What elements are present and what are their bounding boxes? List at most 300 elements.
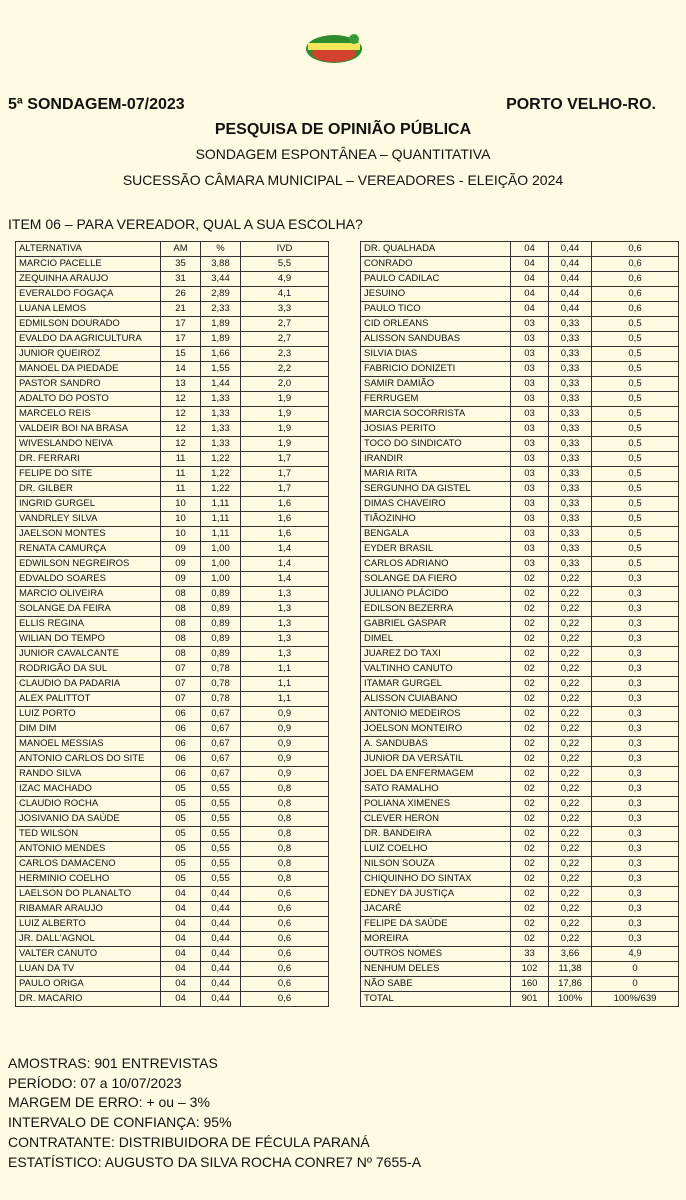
ivd-value: 0,6 [592,257,679,272]
candidate-name: DR. GILBER [16,482,161,497]
table-row [16,632,329,647]
candidate-name: ALISSON CUIABANO [361,692,511,707]
am-value: 02 [511,887,549,902]
ivd-value: 1,1 [241,662,329,677]
candidate-name: ANTONIO CARLOS DO SITE [16,752,161,767]
ivd-value: 1,1 [241,677,329,692]
ivd-value: 1,3 [241,647,329,662]
ivd-value: 0,8 [241,782,329,797]
percent-value: 0,22 [549,572,592,587]
candidate-name: FABRICIO DONIZETI [361,362,511,377]
table-row [361,782,679,797]
table-row [16,317,329,332]
candidate-name: RODRIGÃO DA SUL [16,662,161,677]
ivd-value: 0,3 [592,797,679,812]
am-value: 04 [161,977,201,992]
am-value: 05 [161,842,201,857]
ivd-value: 0,6 [241,947,329,962]
percent-value: 0,22 [549,857,592,872]
ivd-value: 0,3 [592,662,679,677]
am-value: 13 [161,377,201,392]
table-row [361,557,679,572]
table-row [16,587,329,602]
ivd-value: 0,5 [592,362,679,377]
candidate-name: EVALDO DA AGRICULTURA [16,332,161,347]
table-row [16,332,329,347]
percent-value: 0,44 [201,977,241,992]
column-header: ALTERNATIVA [16,242,161,257]
percent-value: 0,22 [549,812,592,827]
ivd-value: 0,5 [592,467,679,482]
am-value: 26 [161,287,201,302]
ivd-value: 4,9 [592,947,679,962]
percent-value: 0,44 [201,902,241,917]
table-row [16,497,329,512]
candidate-name: VALTER CANUTO [16,947,161,962]
table-row [16,347,329,362]
percent-value: 0,33 [549,557,592,572]
ivd-value: 2,7 [241,317,329,332]
table-row [16,707,329,722]
ivd-value: 0 [592,962,679,977]
percent-value: 1,33 [201,392,241,407]
am-value: 901 [511,992,549,1007]
table-row [16,767,329,782]
am-value: 09 [161,572,201,587]
candidate-name: DR. BANDEIRA [361,827,511,842]
table-row [361,677,679,692]
ivd-value: 0,3 [592,677,679,692]
candidate-name: LUAN DA TV [16,962,161,977]
table-row [361,527,679,542]
percent-value: 2,89 [201,287,241,302]
am-value: 21 [161,302,201,317]
candidate-name: VALDEIR BOI NA BRASA [16,422,161,437]
am-value: 160 [511,977,549,992]
am-value: 02 [511,647,549,662]
percent-value: 0,55 [201,797,241,812]
candidate-name: TIÃOZINHO [361,512,511,527]
am-value: 03 [511,377,549,392]
candidate-name: JOSIVANIO DA SAÚDE [16,812,161,827]
candidate-name: JUNIOR QUEIROZ [16,347,161,362]
table-row [361,572,679,587]
column-header: IVD [241,242,329,257]
candidate-name: JULIANO PLÁCIDO [361,587,511,602]
ivd-value: 0,8 [241,827,329,842]
ivd-value: 2,0 [241,377,329,392]
table-row [16,902,329,917]
ivd-value: 100%/639 [592,992,679,1007]
candidate-name: OUTROS NOMES [361,947,511,962]
ivd-value: 0,5 [592,452,679,467]
percent-value: 0,22 [549,647,592,662]
candidate-name: EVERALDO FOGAÇA [16,287,161,302]
table-row [16,677,329,692]
percent-value: 0,33 [549,527,592,542]
am-value: 33 [511,947,549,962]
ivd-value: 0,5 [592,422,679,437]
table-row [361,242,679,257]
table-row [361,737,679,752]
candidate-name: VANDRLEY SILVA [16,512,161,527]
candidate-name: LAELSON DO PLANALTO [16,887,161,902]
candidate-name: JAELSON MONTES [16,527,161,542]
am-value: 02 [511,782,549,797]
am-value: 08 [161,587,201,602]
ivd-value: 0,3 [592,902,679,917]
percent-value: 1,11 [201,527,241,542]
table-row [361,842,679,857]
candidate-name: ZEQUINHA ARAUJO [16,272,161,287]
percent-value: 0,44 [201,932,241,947]
ivd-value: 0 [592,977,679,992]
table-row [361,602,679,617]
candidate-name: POLIANA XIMENES [361,797,511,812]
percent-value: 0,33 [549,407,592,422]
percent-value: 0,33 [549,392,592,407]
percent-value: 0,67 [201,767,241,782]
am-value: 04 [511,272,549,287]
ivd-value: 0,3 [592,827,679,842]
candidate-name: CARLOS DAMACENO [16,857,161,872]
ivd-value: 0,8 [241,842,329,857]
candidate-name: CLEVER HERON [361,812,511,827]
am-value: 02 [511,917,549,932]
percent-value: 0,89 [201,632,241,647]
table-row [16,467,329,482]
am-value: 17 [161,317,201,332]
percent-value: 1,00 [201,557,241,572]
table-row [16,797,329,812]
percent-value: 1,33 [201,437,241,452]
am-value: 06 [161,752,201,767]
percent-value: 0,22 [549,932,592,947]
am-value: 08 [161,617,201,632]
percent-value: 0,55 [201,812,241,827]
am-value: 102 [511,962,549,977]
candidate-name: JACARÉ [361,902,511,917]
ivd-value: 0,3 [592,752,679,767]
table-row [361,917,679,932]
candidate-name: BENGALA [361,527,511,542]
table-row [16,692,329,707]
table-row [16,662,329,677]
am-value: 12 [161,437,201,452]
table-row [16,257,329,272]
ivd-value: 0,3 [592,647,679,662]
table-row [16,842,329,857]
percent-value: 1,22 [201,452,241,467]
ivd-value: 1,7 [241,482,329,497]
candidate-name: JUAREZ DO TAXI [361,647,511,662]
percent-value: 0,44 [549,272,592,287]
percent-value: 1,44 [201,377,241,392]
am-value: 06 [161,737,201,752]
percent-value: 0,22 [549,662,592,677]
table-row [361,767,679,782]
percent-value: 0,33 [549,452,592,467]
percent-value: 0,67 [201,707,241,722]
am-value: 06 [161,707,201,722]
table-row [361,437,679,452]
am-value: 11 [161,482,201,497]
table-row [16,437,329,452]
am-value: 04 [161,932,201,947]
table-row [361,932,679,947]
am-value: 04 [161,992,201,1007]
am-value: 02 [511,662,549,677]
candidate-name: TOTAL [361,992,511,1007]
ivd-value: 0,3 [592,572,679,587]
table-row [16,422,329,437]
table-row [16,377,329,392]
ivd-value: 0,5 [592,437,679,452]
percent-value: 1,66 [201,347,241,362]
percent-value: 0,22 [549,677,592,692]
table-row [16,782,329,797]
ivd-value: 1,7 [241,452,329,467]
am-value: 04 [161,887,201,902]
ivd-value: 0,6 [592,302,679,317]
am-value: 04 [511,242,549,257]
candidate-name: RANDO SILVA [16,767,161,782]
percent-value: 0,78 [201,677,241,692]
ivd-value: 0,3 [592,692,679,707]
candidate-name: JOELSON MONTEIRO [361,722,511,737]
percent-value: 17,86 [549,977,592,992]
ivd-value: 0,5 [592,347,679,362]
table-row [361,632,679,647]
table-row [361,992,679,1007]
ivd-value: 1,9 [241,437,329,452]
am-value: 12 [161,422,201,437]
percent-value: 0,22 [549,767,592,782]
percent-value: 0,44 [549,242,592,257]
ivd-value: 1,9 [241,392,329,407]
table-row [361,347,679,362]
percent-value: 0,89 [201,587,241,602]
am-value: 03 [511,332,549,347]
ivd-value: 0,5 [592,557,679,572]
am-value: 02 [511,722,549,737]
am-value: 02 [511,692,549,707]
am-value: 02 [511,602,549,617]
percent-value: 1,89 [201,332,241,347]
ivd-value: 1,3 [241,587,329,602]
table-row [16,512,329,527]
ivd-value: 1,6 [241,527,329,542]
percent-value: 3,88 [201,257,241,272]
ivd-value: 1,6 [241,512,329,527]
candidate-name: EDILSON BEZERRA [361,602,511,617]
percent-value: 0,89 [201,602,241,617]
ivd-value: 0,6 [592,272,679,287]
table-row [361,482,679,497]
am-value: 02 [511,857,549,872]
percent-value: 1,00 [201,542,241,557]
ivd-value: 0,8 [241,872,329,887]
table-row [361,272,679,287]
percent-value: 0,22 [549,707,592,722]
ivd-value: 2,7 [241,332,329,347]
ivd-value: 0,5 [592,542,679,557]
table-row [16,827,329,842]
candidate-name: EDNEY DA JUSTIÇA [361,887,511,902]
percent-value: 1,00 [201,572,241,587]
table-row [16,272,329,287]
table-row [361,812,679,827]
ivd-value: 0,5 [592,482,679,497]
ivd-value: 0,3 [592,617,679,632]
page-title: PESQUISA DE OPINIÃO PÚBLICA [214,121,472,138]
candidate-name: SERGUNHO DA GISTEL [361,482,511,497]
am-value: 02 [511,587,549,602]
percent-value: 0,33 [549,377,592,392]
percent-value: 0,55 [201,872,241,887]
percent-value: 0,22 [549,917,592,932]
percent-value: 0,78 [201,692,241,707]
am-value: 02 [511,767,549,782]
candidate-name: ELLIS REGINA [16,617,161,632]
am-value: 02 [511,617,549,632]
ivd-value: 0,3 [592,737,679,752]
percent-value: 0,89 [201,647,241,662]
ivd-value: 0,6 [241,902,329,917]
candidate-name: NILSON SOUZA [361,857,511,872]
ivd-value: 2,2 [241,362,329,377]
ivd-value: 0,9 [241,752,329,767]
table-row [361,707,679,722]
percent-value: 0,33 [549,362,592,377]
candidate-name: CONRADO [361,257,511,272]
ivd-value: 1,3 [241,632,329,647]
am-value: 03 [511,422,549,437]
percent-value: 0,44 [201,887,241,902]
table-row [16,602,329,617]
ivd-value: 0,3 [592,887,679,902]
am-value: 17 [161,332,201,347]
am-value: 03 [511,392,549,407]
percent-value: 0,33 [549,482,592,497]
am-value: 05 [161,827,201,842]
candidate-name: SILVIA DIAS [361,347,511,362]
table-row [16,542,329,557]
percent-value: 0,22 [549,737,592,752]
page-subtitle-2: SUCESSÃO CÂMARA MUNICIPAL – VEREADORES - ELEIÇÃO 2024 [122,172,564,188]
percent-value: 0,22 [549,722,592,737]
ivd-value: 0,3 [592,587,679,602]
ivd-value: 1,3 [241,602,329,617]
ivd-value: 1,3 [241,617,329,632]
candidate-name: INGRID GURGEL [16,497,161,512]
candidate-name: NÃO SABE [361,977,511,992]
table-row [361,647,679,662]
table-row [361,977,679,992]
percent-value: 0,22 [549,902,592,917]
candidate-name: MARIA RITA [361,467,511,482]
am-value: 07 [161,677,201,692]
ivd-value: 0,3 [592,782,679,797]
candidate-name: MANOEL MESSIAS [16,737,161,752]
table-row [16,647,329,662]
percent-value: 0,44 [201,962,241,977]
am-value: 04 [511,287,549,302]
column-header: % [201,242,241,257]
percent-value: 0,33 [549,542,592,557]
footer-line: ESTATÍSTICO: AUGUSTO DA SILVA ROCHA CONRE7 Nº 7655-A [8,1153,422,1170]
candidate-name: WIVESLANDO NEIVA [16,437,161,452]
am-value: 02 [511,572,549,587]
am-value: 31 [161,272,201,287]
candidate-name: EDVALDO SOARES [16,572,161,587]
ivd-value: 0,3 [592,917,679,932]
ivd-value: 3,3 [241,302,329,317]
am-value: 08 [161,647,201,662]
table-row [16,452,329,467]
am-value: 02 [511,932,549,947]
table-row [361,392,679,407]
ivd-value: 0,8 [241,857,329,872]
am-value: 02 [511,632,549,647]
survey-location: PORTO VELHO-RO. [506,96,656,113]
ivd-value: 0,6 [241,932,329,947]
ivd-value: 0,3 [592,707,679,722]
table-row [361,332,679,347]
candidate-name: ALISSON SANDUBAS [361,332,511,347]
am-value: 03 [511,482,549,497]
table-row [361,497,679,512]
candidate-name: PASTOR SANDRO [16,377,161,392]
am-value: 10 [161,512,201,527]
ivd-value: 0,6 [241,887,329,902]
ivd-value: 0,5 [592,497,679,512]
table-row [361,317,679,332]
candidate-name: DR. FERRARI [16,452,161,467]
candidate-name: LUIZ ALBERTO [16,917,161,932]
percent-value: 0,89 [201,617,241,632]
am-value: 10 [161,497,201,512]
candidate-name: PAULO CADILAC [361,272,511,287]
am-value: 03 [511,497,549,512]
candidate-name: ANTONIO MENDES [16,842,161,857]
table-row [16,872,329,887]
am-value: 02 [511,902,549,917]
table-row [16,812,329,827]
ivd-value: 0,6 [241,977,329,992]
am-value: 03 [511,467,549,482]
candidate-name: DIM DIM [16,722,161,737]
candidate-name: EYDER BRASIL [361,542,511,557]
table-row [16,947,329,962]
candidate-name: CARLOS ADRIANO [361,557,511,572]
table-row [16,857,329,872]
am-value: 02 [511,797,549,812]
results-table-left [15,241,329,1007]
candidate-name: CLAUDIO DA PADARIA [16,677,161,692]
percent-value: 0,67 [201,722,241,737]
ivd-value: 0,3 [592,632,679,647]
percent-value: 0,33 [549,347,592,362]
ivd-value: 0,9 [241,707,329,722]
table-row [16,527,329,542]
table-row [16,287,329,302]
table-row [361,452,679,467]
table-row [361,662,679,677]
table-row [361,857,679,872]
percent-value: 0,22 [549,827,592,842]
candidate-name: SAMIR DAMIÃO [361,377,511,392]
